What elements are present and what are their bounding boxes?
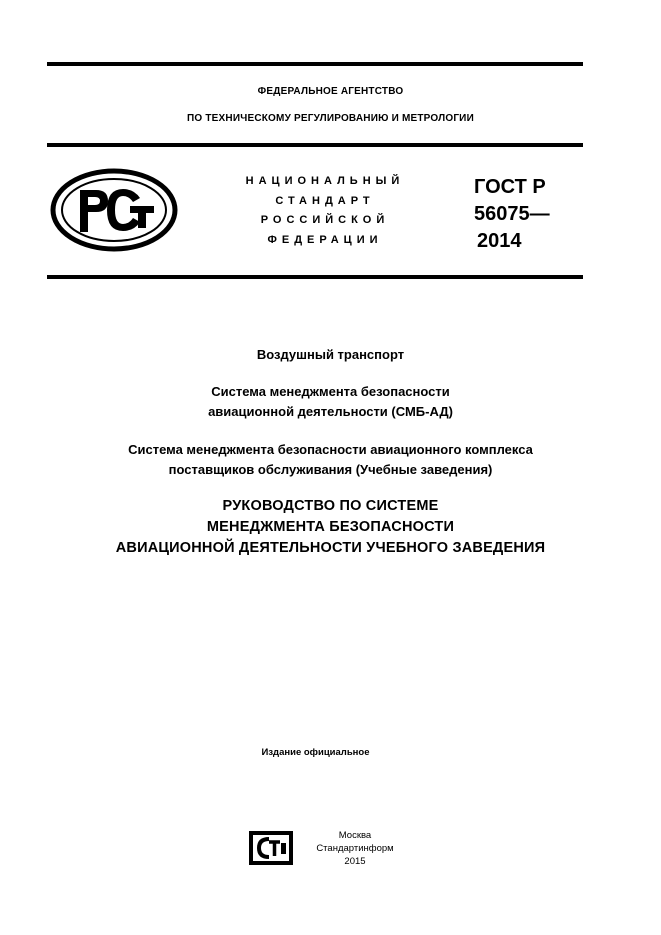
agency-rule bbox=[47, 143, 583, 147]
standard-block-rule bbox=[47, 275, 583, 279]
standard-type bbox=[220, 172, 430, 250]
rst-gost-logo-icon bbox=[50, 168, 178, 252]
title-line: МЕНЕДЖМЕНТА БЕЗОПАСНОСТИ bbox=[206, 519, 455, 535]
title-block-4 bbox=[0, 496, 661, 559]
agency-line-1: ФЕДЕРАЛЬНОЕ АГЕНТСТВО bbox=[257, 86, 404, 97]
edition-note: Издание официальное bbox=[261, 747, 370, 758]
title-line: Система менеджмента безопасности авиационного комплекса bbox=[128, 442, 533, 457]
standartinform-logo-icon bbox=[248, 830, 294, 866]
title-block-1 bbox=[0, 345, 661, 365]
standard-type-line: НАЦИОНАЛЬНЫЙ bbox=[245, 175, 405, 187]
title-line: РУКОВОДСТВО ПО СИСТЕМЕ bbox=[222, 498, 439, 514]
designation-line-3: 2014 bbox=[477, 230, 522, 252]
standard-designation bbox=[474, 174, 550, 255]
title-line: Воздушный транспорт bbox=[256, 347, 405, 362]
standard-type-line: РОССИЙСКОЙ bbox=[260, 214, 390, 226]
title-line: авиационной деятельности (СМБ-АД) bbox=[208, 404, 453, 419]
standard-type-line: СТАНДАРТ bbox=[275, 194, 375, 207]
title-block-3 bbox=[0, 440, 661, 480]
publisher-name: Стандартинформ bbox=[316, 843, 394, 854]
agency-line-2: ПО ТЕХНИЧЕСКОМУ РЕГУЛИРОВАНИЮ И МЕТРОЛОГИИ bbox=[187, 113, 474, 124]
publisher-year: 2015 bbox=[344, 856, 366, 867]
title-line: АВИАЦИОННОЙ ДЕЯТЕЛЬНОСТИ УЧЕБНОГО ЗАВЕДЕНИЯ bbox=[115, 540, 546, 556]
title-line: Система менеджмента безопасности bbox=[211, 384, 450, 399]
designation-line-1: ГОСТ Р bbox=[474, 176, 546, 198]
title-line: поставщиков обслуживания (Учебные заведения) bbox=[168, 462, 493, 477]
title-block-2 bbox=[0, 382, 661, 422]
publisher-city: Москва bbox=[338, 830, 372, 841]
standard-type-line: ФЕДЕРАЦИИ bbox=[267, 233, 383, 246]
designation-line-2: 56075— bbox=[474, 203, 550, 225]
top-rule bbox=[47, 62, 583, 66]
publisher-info bbox=[305, 829, 405, 868]
